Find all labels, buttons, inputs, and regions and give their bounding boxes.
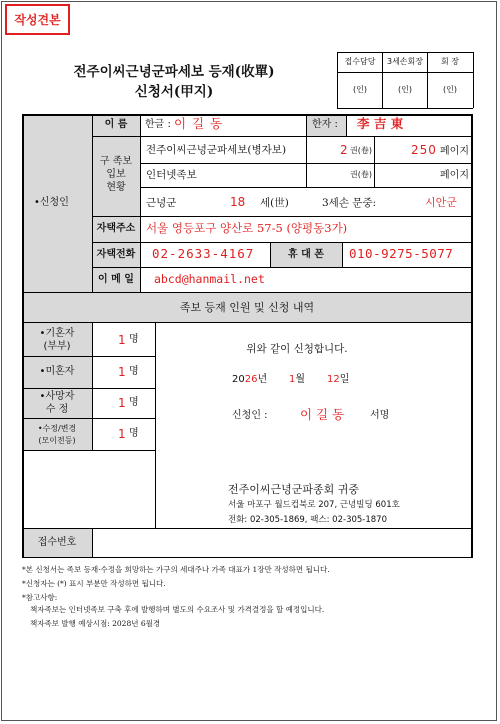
single-count-unit: 명 (129, 366, 139, 377)
org-contact: 전화: 02-305-1869, 팩스: 02-305-1870 (228, 515, 387, 525)
name-label: 이 름 (104, 119, 128, 130)
year-prefix: 20 (232, 374, 245, 385)
hanja-name-input[interactable]: 李 吉 東 (357, 116, 404, 131)
note-2: *신청자는 (*) 표시 부분만 작성하면 됩니다. (22, 579, 166, 588)
applicant-sign-label: 신청인 : (232, 410, 268, 421)
applicant-section-label: •신청인 (34, 197, 69, 208)
approval-header-branch-chair: 3세손회장 (386, 57, 424, 66)
change-label-line2: (모이전등) (38, 436, 76, 445)
note-3: *참고사항: (22, 593, 58, 602)
record1-pages-input[interactable]: 250 (411, 143, 437, 157)
request-month (289, 375, 305, 385)
record2-page-unit: 페이지 (440, 170, 469, 181)
deceased-label-line1: •사망자 (39, 391, 75, 402)
record-label-line2: 입보 (106, 169, 126, 180)
record1-volume-input[interactable]: 2 (340, 143, 348, 157)
address-label: 자택주소 (96, 223, 136, 234)
section-title: 족보 등재 인원 및 신청 내역 (179, 301, 315, 314)
email-input[interactable]: abcd@hanmail.net (154, 272, 265, 286)
org-name: 전주이씨근녕군파종회 귀중 (228, 483, 360, 496)
mobile-label: 휴 대 폰 (288, 249, 324, 260)
day-unit: 일 (339, 374, 350, 385)
sample-stamp: 작성견본 (5, 4, 70, 35)
receipt-label: 접수번호 (37, 537, 77, 548)
approval-seal-2: (인) (398, 85, 412, 94)
married-label-line1: •기혼자 (39, 328, 75, 339)
record1-book-name: 전주이씨근녕군파세보(병자보) (146, 144, 287, 156)
record1-volume-unit: 권(卷) (350, 146, 372, 155)
field-label-column (92, 114, 140, 292)
deceased-count-input[interactable]: 1 (118, 396, 126, 410)
month-input[interactable]: 1 (289, 374, 296, 385)
change-count-unit: 명 (129, 428, 139, 439)
record2-book-name: 인터넷족보 (146, 169, 197, 181)
lineage-prefix: 근녕군 (146, 197, 177, 209)
deceased-count-unit: 명 (129, 397, 139, 408)
hangul-label: 한글 : (145, 119, 171, 130)
married-count-input[interactable]: 1 (118, 333, 126, 347)
sign-label: 서명 (370, 410, 390, 421)
approval-header-chairman: 회 장 (441, 57, 459, 66)
approval-header-receiver: 접수담당 (344, 57, 376, 66)
request-statement: 위와 같이 신청합니다. (246, 343, 348, 355)
change-label-line1: •수정/변경 (37, 424, 77, 433)
note-1: *본 신청서는 족보 등재·수정을 희망하는 가구의 세대주나 가족 대표가 1장만 작성하면 됩니다. (22, 565, 330, 574)
note-5: 책자족보 발행 예상시점: 2028년 6월경 (30, 619, 161, 628)
generation-input[interactable]: 18 (230, 195, 246, 209)
hangul-name-input[interactable]: 이 길 동 (174, 116, 224, 131)
approval-seal-1: (인) (353, 85, 367, 94)
single-label: •미혼자 (39, 366, 75, 377)
request-date (232, 375, 267, 385)
record1-page-unit: 페이지 (440, 146, 469, 157)
branch-input[interactable]: 시안군 (425, 196, 457, 209)
mobile-input[interactable]: 010-9275-5077 (349, 246, 454, 261)
phone-input[interactable]: 02-2633-4167 (152, 246, 255, 261)
year-unit: 년 (257, 374, 268, 385)
phone-label: 자택전화 (96, 249, 136, 260)
org-address: 서울 마포구 월드컵북로 207, 근녕빌딩 601호 (228, 500, 400, 510)
day-input[interactable]: 12 (327, 374, 340, 385)
note-4: 책자족보는 인터넷족보 구축 후에 발행하며 별도의 수요조사 및 가격결정을 할 예정입니다. (30, 605, 325, 614)
receipt-number-field[interactable] (93, 529, 471, 557)
single-count-input[interactable]: 1 (118, 365, 126, 379)
month-unit: 월 (295, 374, 306, 385)
address-input[interactable]: 서울 영등포구 양산로 57-5 (양평동3가) (146, 221, 348, 235)
email-label: 이 메 일 (98, 274, 134, 285)
record-label-line3: 현황 (106, 182, 126, 193)
year-input[interactable]: 26 (244, 374, 258, 385)
approval-seal-3: (인) (443, 85, 457, 94)
married-count-unit: 명 (129, 334, 139, 345)
hanja-label: 한자 : (312, 119, 338, 130)
change-count-input[interactable]: 1 (118, 427, 126, 441)
record-label-line1: 구 족보 (99, 156, 133, 167)
request-day (327, 375, 349, 385)
generation-unit: 세(世) (260, 197, 289, 209)
applicant-sign-name-input[interactable]: 이 길 동 (300, 407, 345, 422)
record2-volume-unit: 권(卷) (350, 170, 372, 179)
form-title-line2: 신청서(甲지) (134, 84, 214, 100)
form-title-line1: 전주이씨근녕군파세보 등재(收單) (73, 64, 275, 80)
married-label-line2: (부부) (43, 341, 71, 352)
deceased-label-line2: 수 정 (45, 404, 69, 415)
branch-label: 3세손 문중: (322, 197, 377, 209)
